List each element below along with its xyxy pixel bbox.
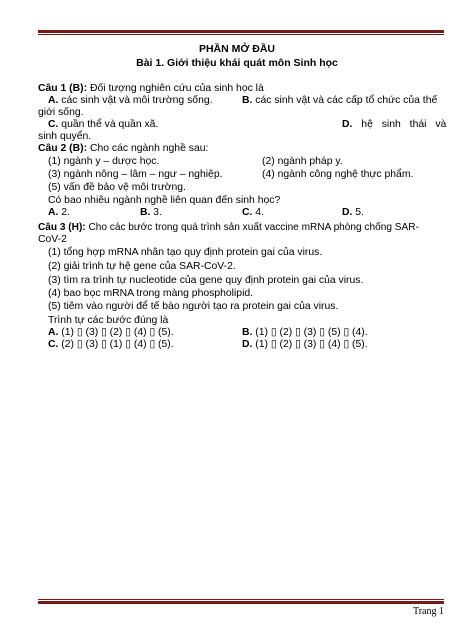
q2-option-key: A. [48,207,59,218]
q1-option-b [242,95,437,107]
q1-option-b-text: các sinh vật và các cấp tổ chức của thế [252,95,438,106]
q3-option-text: (2) ▯ (3) ▯ (1) ▯ (4) ▯ (5). [58,339,174,350]
q1-option-b-key: B. [242,95,253,106]
q3-label: Câu 3 (H): [38,222,86,233]
q2-option-text: 2. [58,207,70,218]
q1-stem-line [38,83,264,95]
q1-option-d-text: hệ sinh thái và [352,119,447,130]
q2-item: (3) ngành nông – lâm – ngư – nghiệp. [48,169,223,180]
q1-option-a-key: A. [48,95,59,106]
q1-option-d [342,119,446,131]
footer-rule-thin [38,599,444,600]
q3-option-c [48,339,174,351]
q1-option-a-text: các sinh vật và môi trường sống. [58,95,213,106]
page-number: Trang 1 [412,606,444,617]
q2-label: Câu 2 (B): [38,143,88,154]
q2-option-b [140,207,162,219]
q3-step: (4) bao bọc mRNA trong màng phospholipid. [48,288,254,299]
q3-option-key: A. [48,327,59,338]
q2-option-a [48,207,70,219]
q3-step: (5) tiêm vào người để tế bào người tạo ra protein gai của virus. [48,301,339,312]
q1-option-a [48,95,213,107]
q3-stem-line [38,222,419,234]
q2-option-key: B. [140,207,151,218]
footer-rule-thick [38,601,444,604]
q3-option-d [242,339,368,351]
q3-option-key: D. [242,339,253,350]
q3-option-key: B. [242,327,253,338]
q1-option-c-text: quần thể và quần xã. [58,119,159,130]
header-rule-thick [38,30,444,33]
q1-option-b-cont: giới sống. [38,107,84,118]
q1-option-d-key: D. [342,119,353,130]
q3-question: Trình tự các bước đúng là [48,315,169,326]
q1-option-c-key: C. [48,119,59,130]
q3-stem-cont: CoV-2 [38,234,67,245]
q3-step: (1) tổng hợp mRNA nhân tạo quy định protein gai của virus. [48,247,323,258]
q2-option-text: 5. [352,207,364,218]
q3-option-text: (1) ▯ (2) ▯ (3) ▯ (5) ▯ (4). [252,327,368,338]
q2-option-key: C. [242,207,253,218]
lesson-title: Bài 1. Giới thiệu khái quát môn Sinh học [136,57,338,69]
q3-option-key: C. [48,339,59,350]
q3-option-text: (1) ▯ (2) ▯ (3) ▯ (4) ▯ (5). [252,339,368,350]
q3-stem: Cho các bước trong quá trình sản xuất vaccine mRNA phòng chống SAR- [85,222,419,233]
q2-item: (1) ngành y – dược học. [48,156,160,167]
q3-step: (2) giải trình tự hệ gene của SAR-CoV-2. [48,261,236,272]
header-rule-thin [38,34,444,35]
q3-step: (3) tìm ra trình tự nucleotide của gene quy định protein gai của virus. [48,275,364,286]
q3-option-text: (1) ▯ (3) ▯ (2) ▯ (4) ▯ (5). [58,327,174,338]
q2-item: (2) ngành pháp y. [262,156,343,167]
q2-question: Có bao nhiêu ngành nghề liên quan đến sinh học? [48,195,281,206]
q3-option-a [48,327,174,339]
q3-option-b [242,327,368,339]
q2-option-key: D. [342,207,353,218]
q1-option-d-cont: sinh quyển. [38,131,92,142]
q2-item: (5) vấn đề bảo vệ môi trường. [48,182,186,193]
q2-option-d [342,207,364,219]
q2-option-text: 4. [252,207,264,218]
q1-stem: Đối tượng nghiên cứu của sinh học là [87,83,264,94]
q1-option-c [48,119,158,131]
q2-option-c [242,207,264,219]
q2-option-text: 3. [150,207,162,218]
part-title: PHẦN MỞ ĐẦU [198,43,276,55]
q2-stem: Cho các ngành nghề sau: [87,143,209,154]
q2-stem-line [38,143,208,155]
q1-label: Câu 1 (B): [38,83,88,94]
q2-item: (4) ngành công nghệ thực phẩm. [262,169,414,180]
